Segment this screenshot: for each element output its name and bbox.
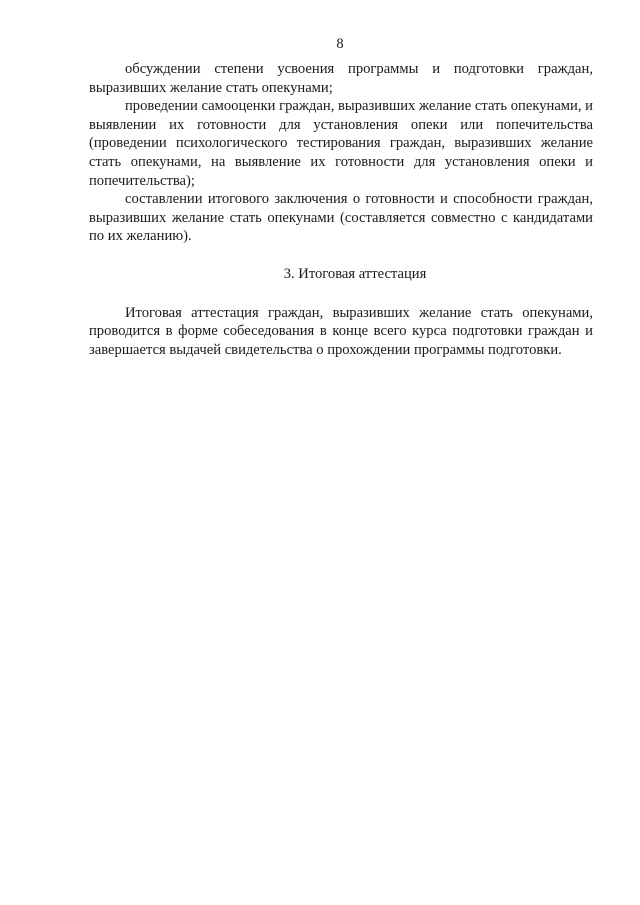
- list-item-self-assessment: проведении самооценки граждан, выразивших желание стать опекунами, и выявлении их готовности для установления опеки или попечительства (проведении психологического тестирования граждан, выразивших желание стать опекунами, на выявление их готовности для установления опеки и попечительства);: [89, 98, 593, 189]
- page-number: 8: [336, 36, 344, 52]
- section-heading: 3. Итоговая аттестация: [283, 265, 427, 282]
- document-body: [89, 60, 593, 359]
- list-item-final-conclusion: составлении итогового заключения о готовности и способности граждан, выразивших желание стать опекунами (составляется совместно с кандидатами по их желанию).: [89, 191, 593, 245]
- section-paragraph: Итоговая аттестация граждан, выразивших желание стать опекунами, проводится в форме собеседования в конце всего курса подготовки граждан и завершается выдачей свидетельства о прохождении программы подготовки.: [89, 304, 593, 358]
- list-item-discussion: обсуждении степени усвоения программы и подготовки граждан, выразивших желание стать опекунами;: [89, 61, 593, 96]
